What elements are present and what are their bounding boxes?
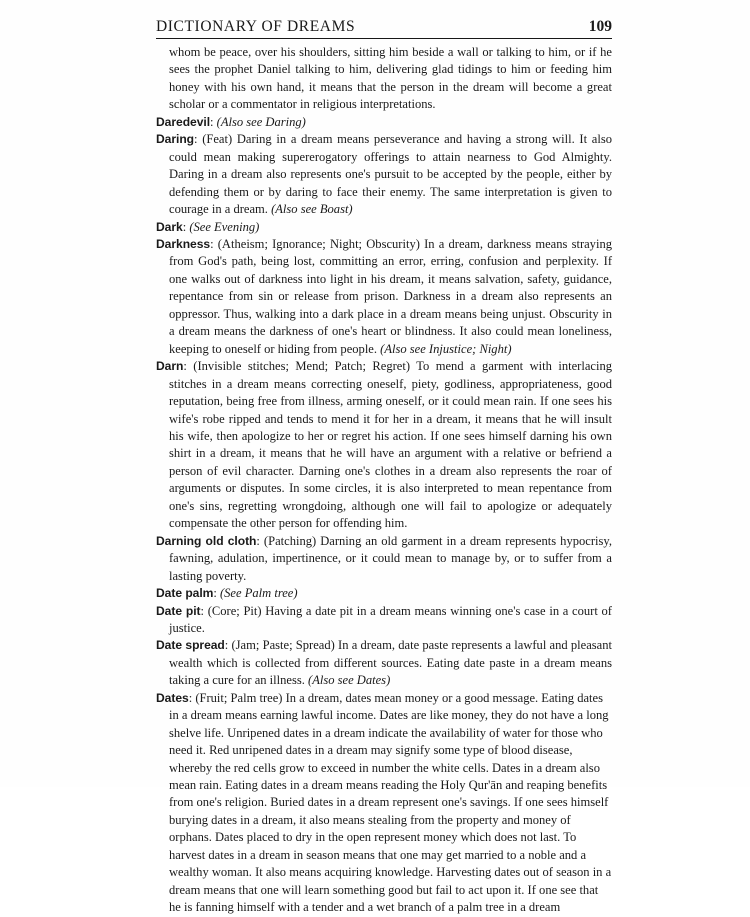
entry-cross-reference: (Also see Boast) <box>271 202 353 217</box>
entry-headword: Daring <box>156 132 195 147</box>
dictionary-entry <box>156 603 612 638</box>
entry-body: (Feat) Daring in a dream means perseverance and having a strong will. It also could mean making supererogatory offerings to attain nearness to God Almighty. Daring in a dream also represents one's pursuit to be accepted by the people, either by defending them or by daring to face their enemy. The same interpretation is given to courage in a dream. <box>169 132 612 217</box>
dictionary-entry <box>156 585 612 602</box>
running-head <box>156 18 612 38</box>
dictionary-entry <box>156 533 612 585</box>
entry-cross-reference: (Also see Daring) <box>216 114 306 129</box>
dictionary-entry <box>156 358 612 533</box>
entry-cross-reference: (Also see Injustice; Night) <box>380 341 512 356</box>
entry-body: (Patching) Darning an old garment in a dream represents hypocrisy, fawning, adulation, impertinence, or it could mean to manage by, or to suffer from a lasting poverty. <box>169 533 612 583</box>
entry-body: (Core; Pit) Having a date pit in a dream means winning one's case in a court of justice. <box>169 603 612 635</box>
entry-separator: : <box>188 690 196 705</box>
entry-cross-reference: (See Evening) <box>189 219 260 234</box>
dictionary-entry <box>156 637 612 689</box>
dictionary-entry <box>156 219 612 236</box>
entry-headword: Daredevil <box>156 114 211 129</box>
entry-cross-reference: (Also see Dates) <box>308 673 391 688</box>
page-content <box>156 18 612 917</box>
continued-paragraph: whom be peace, over his shoulders, sitting him beside a wall or talking to him, or if he sees the prophet Daniel talking to him, delivering glad tidings to him or feeding him honey with his own hand, it means that the person in the dream will become a great scholar or a commentator in religious interpretations. <box>169 45 612 112</box>
entry-separator: : <box>194 132 203 147</box>
dictionary-entry <box>156 236 612 358</box>
entry-headword: Dark <box>156 219 183 234</box>
entry-headword: Darn <box>156 359 184 374</box>
entry-separator: : <box>224 638 232 653</box>
entry-body: (Fruit; Palm tree) In a dream, dates mean money or a good message. Eating dates in a dream means earning lawful income. Dates are like money, they do not have a long shelve life. Unripened dates in a dream indicate the availability of water for those who need it. Red unripened dates in a dream may signify some type of blood disease, whereby the red cells grow to exceed in number the white cells. Dates in a dream also mean rain. Eating dates in a dream means reading the Holy Qur'ān and reaping benefits from one's religion. Buried dates in a dream represent one's savings. If one sees himself burying dates in a dream, it also means stealing from the property and money of orphans. Dates placed to dry in the open represent money which does not last. To harvest dates in a dream in season means that one may get married to a noble and a wealthy woman. It also means acquiring knowledge. Harvesting dates out of season in a dream means that one will learn something good but fail to act upon it. If one see that he is fanning himself with a tender and a wet branch of a palm tree in a dream <box>169 690 612 915</box>
dictionary-entries <box>156 44 612 917</box>
entry-separator: : <box>210 114 217 129</box>
entry-headword: Darning old cloth <box>156 533 257 548</box>
entry-separator: : <box>183 359 194 374</box>
dictionary-entry <box>156 114 612 131</box>
page-number: 109 <box>588 18 612 35</box>
entry-headword: Dates <box>156 690 189 705</box>
entry-body: (Jam; Paste; Spread) In a dream, date paste represents a lawful and pleasant wealth which is collected from different sources. Eating date paste in a dream means taking a cure for an illness. <box>169 638 612 688</box>
entry-cross-reference: (See Palm tree) <box>219 586 298 601</box>
entry-headword: Darkness <box>156 236 211 251</box>
entry-headword: Date palm <box>156 586 214 601</box>
entry-separator: : <box>182 219 190 234</box>
dictionary-entry <box>156 131 612 218</box>
entry-body: (Atheism; Ignorance; Night; Obscurity) In a dream, darkness means straying from God's path, being lost, committing an error, erring, confusion and perplexity. If one walks out of darkness into light in his dream, it means salvation, safety, guidance, repentance from sin or release from prison. Darkness in a dream also represents an oppressor. Thus, walking into a dark place in a dream means being unjust. Obscurity in a dream means the darkness of one's heart or blindness. It also could mean loneliness, keeping to oneself or hiding from people. <box>169 236 612 356</box>
dictionary-entry <box>156 690 612 917</box>
entry-headword: Date spread <box>156 638 225 653</box>
entry-body: (Invisible stitches; Mend; Patch; Regret) To mend a garment with interlacing stitches in a dream means correcting oneself, piety, godliness, appropriateness, good reputation, being free from illness, arming oneself, or it could mean rain. If one sees his wife's robe ripped and tends to mend it for her in a dream, it means that he will insult his wife, then apologize to her or regret his action. If one sees himself darning his own shirt in a dream, it means that he will have an argument with a relative or befriend a person of evil character. Darning one's clothes in a dream also represents the roar of arguments or disputes. In some circles, it is also interpreted to mean repentance from one's sins, regretting wrongdoing, although one will fail to apologize or adequately compensate the other person for offending him. <box>169 359 612 531</box>
running-head-title: DICTIONARY OF DREAMS <box>156 18 356 35</box>
entry-headword: Date pit <box>156 603 201 618</box>
entry-separator: : <box>213 586 220 601</box>
entry-separator: : <box>210 236 218 251</box>
header-rule <box>156 38 612 39</box>
entry-separator: : <box>256 533 264 548</box>
entry-separator: : <box>200 603 208 618</box>
